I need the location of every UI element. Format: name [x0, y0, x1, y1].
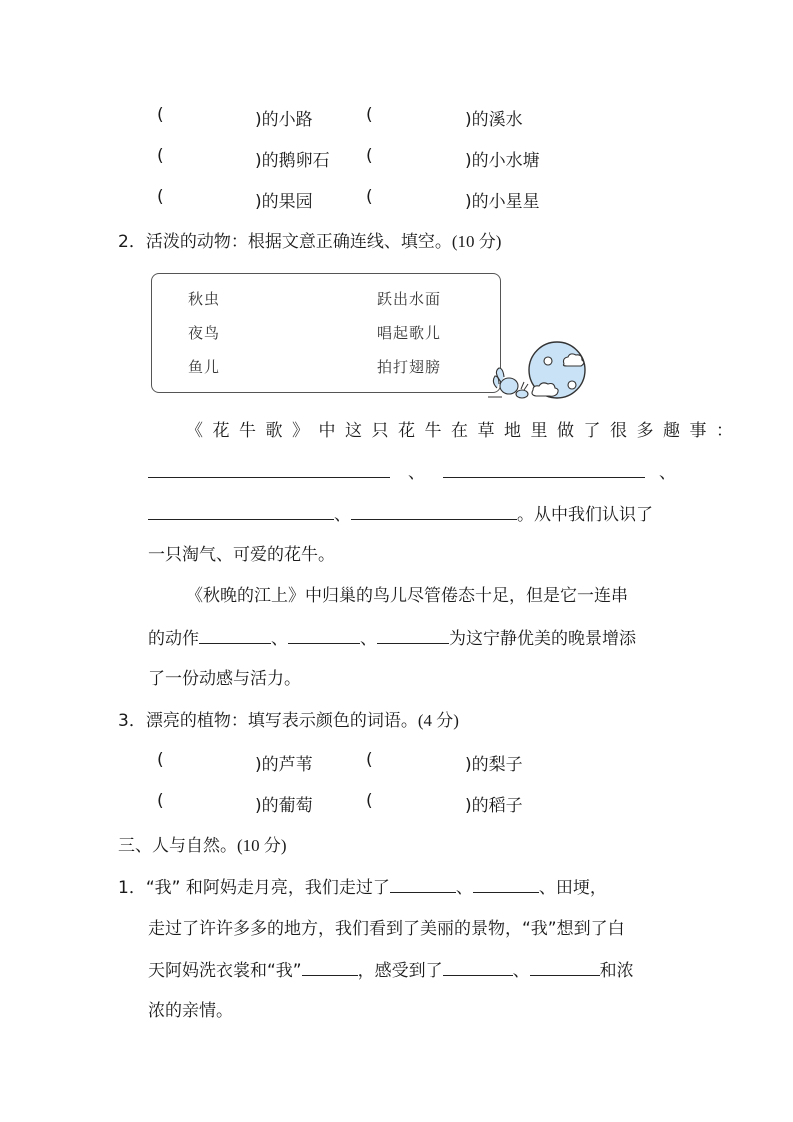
- separator: 、: [334, 505, 351, 525]
- paragraph-1-line-2: [148, 459, 676, 486]
- row-suffix: )的果园: [255, 192, 313, 212]
- separator: 、: [271, 629, 288, 649]
- separator: 、: [659, 463, 676, 483]
- separator: 、: [360, 629, 377, 649]
- paren-open: (: [157, 750, 164, 770]
- row-suffix: )的溪水: [465, 110, 523, 130]
- s3-question-1-line-4: 浓的亲情。: [148, 1001, 233, 1021]
- separator: 、: [408, 463, 425, 483]
- paragraph-text: 。从中我们认识了: [517, 505, 653, 525]
- row-suffix: )的鹅卵石: [255, 151, 330, 171]
- separator: 、: [512, 961, 530, 981]
- question-2-heading: [118, 229, 501, 255]
- paren-open: (: [366, 146, 373, 166]
- match-left-item[interactable]: 夜鸟: [188, 324, 221, 342]
- paren-open: (: [157, 187, 164, 207]
- paren-open: (: [157, 146, 164, 166]
- row-suffix: )的葡萄: [255, 796, 313, 816]
- question-number: 1．: [118, 878, 146, 898]
- question-number: 2．: [118, 232, 146, 252]
- row-suffix: )的小路: [255, 110, 313, 130]
- section-title: 三、人与自然。: [118, 836, 237, 856]
- question-score: (4 分): [417, 711, 459, 730]
- paragraph-text: 天阿妈洗衣裳和“我”: [148, 961, 302, 981]
- moon-and-rabbit-illustration-icon: [488, 340, 588, 402]
- s3-question-1-line-3: [148, 957, 634, 984]
- row-suffix: )的芦苇: [255, 755, 313, 775]
- paragraph-text: 和浓: [599, 961, 634, 981]
- row-suffix: )的小星星: [465, 192, 540, 212]
- answer-blank[interactable]: [199, 625, 271, 644]
- paragraph-text: 为这宁静优美的晚景增添: [449, 629, 636, 649]
- answer-blank[interactable]: [148, 459, 390, 478]
- question-3-heading: [118, 708, 459, 734]
- paren-open: (: [366, 187, 373, 207]
- answer-blank[interactable]: [377, 625, 449, 644]
- answer-blank[interactable]: [302, 957, 358, 976]
- answer-blank[interactable]: [351, 501, 517, 520]
- match-left-item[interactable]: 鱼儿: [188, 358, 221, 376]
- paragraph-1-line-4: 一只淘气、可爱的花牛。: [148, 545, 335, 565]
- paragraph-text: “我” 和阿妈走月亮，我们走过了: [145, 878, 390, 898]
- s3-question-1-line-1: [118, 874, 607, 901]
- question-score: (10 分): [451, 232, 502, 251]
- paragraph-text: 、田埂，: [538, 878, 607, 898]
- paragraph-2-line-2: [148, 625, 636, 652]
- row-suffix: )的稻子: [465, 796, 523, 816]
- matching-box: [151, 273, 501, 393]
- question-number: 3．: [118, 711, 146, 731]
- s3-question-1-line-2: 走过了许许多多的地方，我们看到了美丽的景物，“我”想到了白: [148, 919, 625, 939]
- match-right-item[interactable]: 跃出水面: [377, 290, 442, 308]
- paren-open: (: [366, 750, 373, 770]
- separator: 、: [455, 878, 473, 898]
- question-title: 漂亮的植物：填写表示颜色的词语。: [145, 711, 418, 731]
- answer-blank[interactable]: [443, 459, 645, 478]
- paren-open: (: [366, 105, 373, 125]
- match-right-item[interactable]: 唱起歌儿: [377, 324, 442, 342]
- paragraph-2-line-1: 《秋晚的江上》中归巢的鸟儿尽管倦态十足，但是它一连串: [186, 586, 628, 606]
- paren-open: (: [366, 791, 373, 811]
- section-score: (10 分): [237, 836, 287, 855]
- paren-open: (: [157, 105, 164, 125]
- answer-blank[interactable]: [530, 957, 600, 976]
- paren-open: (: [157, 791, 164, 811]
- paragraph-text: ，感受到了: [357, 961, 443, 981]
- row-suffix: )的小水塘: [465, 151, 540, 171]
- paragraph-text: 的动作: [148, 629, 199, 649]
- answer-blank[interactable]: [390, 874, 456, 893]
- answer-blank[interactable]: [443, 957, 513, 976]
- paragraph-1-line-1: 《花牛歌》中这只花牛在草地里做了很多趣事：: [186, 421, 743, 441]
- answer-blank[interactable]: [288, 625, 360, 644]
- paragraph-1-line-3: [148, 501, 653, 528]
- answer-blank[interactable]: [473, 874, 539, 893]
- match-right-item[interactable]: 拍打翅膀: [377, 358, 442, 376]
- answer-blank[interactable]: [148, 501, 334, 520]
- question-title: 活泼的动物：根据文意正确连线、填空。: [145, 232, 452, 252]
- paragraph-2-line-3: 了一份动感与活力。: [148, 669, 301, 689]
- match-left-item[interactable]: 秋虫: [188, 290, 221, 308]
- row-suffix: )的梨子: [465, 755, 523, 775]
- section-3-heading: [118, 833, 287, 859]
